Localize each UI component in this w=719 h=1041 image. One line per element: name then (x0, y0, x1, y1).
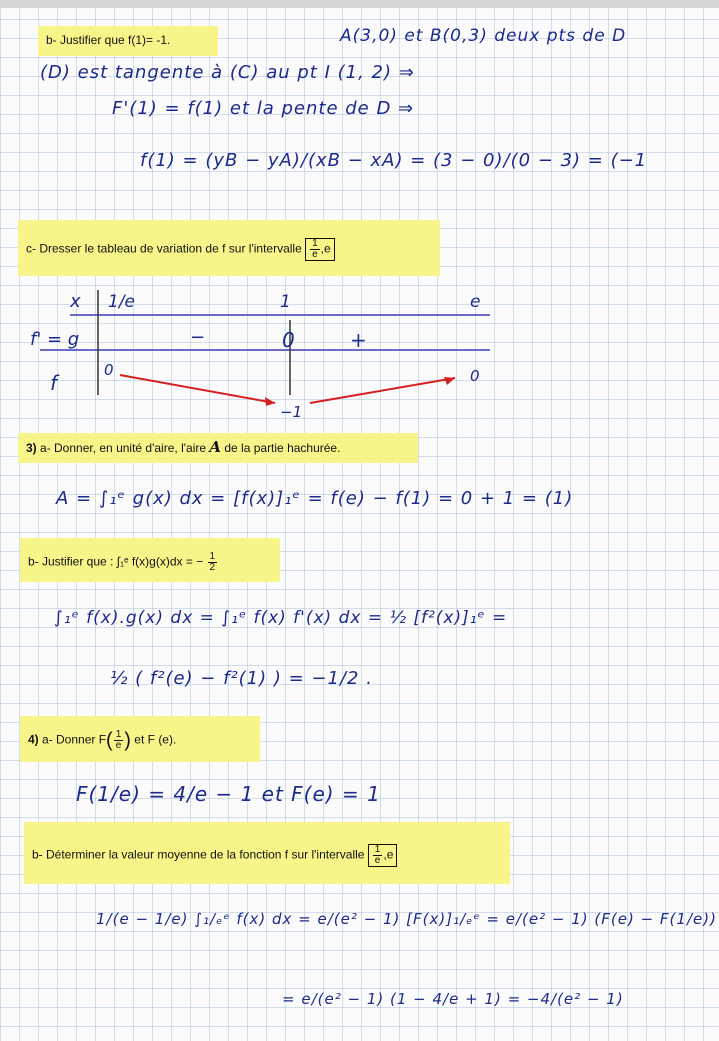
handwriting-line-4: f(1) = (yB − yA)/(xB − xA) = (3 − 0)/(0 − 3) = (−1 (140, 150, 648, 171)
top-bar (0, 0, 719, 8)
f-val-2: −1 (280, 403, 303, 421)
handwriting-line-10: = e/(e² − 1) (1 − 4/e + 1) = −4/(e² − 1) (282, 990, 624, 1008)
sign-zero: 0 (282, 328, 295, 352)
question-number: 3) (26, 441, 37, 455)
frac-den: 2 (209, 562, 216, 573)
sign-plus: + (350, 328, 367, 352)
x-val-1: 1/e (108, 292, 136, 312)
handwriting-line-8: F(1/e) = 4/e − 1 et F(e) = 1 (76, 782, 381, 806)
question-4a-give-F (20, 716, 260, 762)
interval-end: ,e (320, 241, 331, 256)
handwriting-line-6: ∫₁ᵉ f(x).g(x) dx = ∫₁ᵉ f(x) f'(x) dx = ½ [f²(x)]₁ᵉ = (54, 608, 508, 628)
frac-den: e (374, 855, 381, 866)
handwriting-line-9: 1/(e − 1/e) ∫₁/ₑᵉ f(x) dx = e/(e² − 1) [F(x)]₁/ₑᵉ = e/(e² − 1) (F(e) − F(1/e)) (96, 910, 717, 928)
frac-num: 1 (374, 844, 381, 855)
variation-table (30, 285, 530, 425)
handwriting-line-7: ½ ( f²(e) − f²(1) ) = −1/2 . (110, 668, 373, 689)
frac-num: 1 (312, 238, 318, 249)
paren-open: ( (106, 729, 113, 752)
question-number: 4) (28, 732, 39, 747)
question-text: c- Dresser le tableau de variation de f sur l'intervalle (26, 241, 302, 256)
frac-den: e (312, 249, 318, 260)
sign-minus: − (190, 327, 206, 348)
question-text: b- Justifier que : (28, 554, 114, 569)
x-val-2: 1 (280, 292, 291, 312)
increase-arrowhead (444, 377, 455, 385)
question-text: b- Déterminer la valeur moyenne de la fonction f sur l'intervalle (32, 847, 365, 862)
handwriting-line-3: F'(1) = f(1) et la pente de D ⇒ (112, 98, 415, 119)
question-suffix: de la partie hachurée. (224, 441, 341, 455)
area-symbol: A (209, 438, 222, 456)
paren-close: ) (124, 729, 131, 752)
handwriting-line-2: (D) est tangente à (C) au pt I (1, 2) ⇒ (40, 62, 415, 83)
x-val-3: e (470, 292, 481, 312)
handwriting-line-1: A(3,0) et B(0,3) deux pts de D (340, 26, 627, 46)
question-text: a- Donner, en unité d'aire, l'aire (40, 441, 207, 455)
question-3a-area (18, 433, 418, 463)
question-text: a- Donner F (42, 732, 107, 747)
interval-end: ,e (383, 847, 394, 862)
question-text: b- Justifier que f(1)= -1. (46, 33, 171, 47)
handwriting-line-5: A = ∫₁ᵉ g(x) dx = [f(x)]₁ᵉ = f(e) − f(1) = 0 + 1 = (1) (56, 488, 574, 509)
decrease-arrow (120, 375, 275, 403)
row-label-f: f (50, 371, 58, 395)
question-b-justify-f1 (38, 26, 218, 56)
interval-bracket (305, 238, 335, 261)
increase-arrow (310, 378, 455, 403)
question-e: (e). (158, 732, 177, 747)
interval-bracket (368, 844, 398, 867)
frac-num: 1 (209, 551, 216, 562)
question-3b-justify-integral (20, 538, 280, 582)
f-val-3: 0 (470, 367, 480, 385)
fraction-1-over-2 (208, 552, 218, 573)
row-label-fprime: f' = g (30, 329, 80, 350)
row-label-x: x (70, 291, 81, 312)
frac-den: e (115, 740, 122, 751)
decrease-arrowhead (265, 397, 275, 406)
fraction-1-over-e (373, 845, 383, 866)
frac-num: 1 (115, 729, 122, 740)
question-c-variation-table (18, 220, 440, 276)
integral-expression: ∫₁ᵉ f(x)g(x)dx = − (116, 554, 204, 569)
f-val-1: 0 (104, 361, 114, 379)
question-4b-mean-value (24, 822, 510, 884)
question-mid: et F (134, 732, 155, 747)
fraction-1-over-e (310, 239, 320, 260)
fraction-1-over-e (114, 730, 124, 751)
